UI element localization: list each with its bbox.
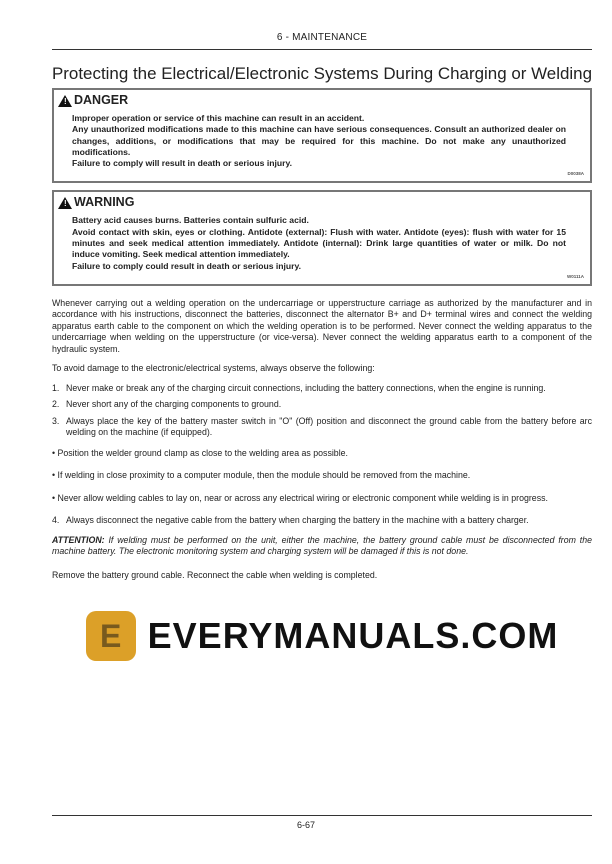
- watermark-row: [52, 611, 592, 661]
- list-item: [52, 399, 592, 411]
- list-item: [52, 515, 592, 527]
- warning-code: W0111A: [566, 273, 584, 279]
- final-paragraph: Remove the battery ground cable. Reconnect the cable when welding is completed.: [52, 569, 378, 580]
- attention-text: If welding must be performed on the unit, either the machine, the battery ground cable must be disconnected from the machine battery. The electronic monitoring system and charging system will be damaged if this is not done.: [52, 534, 592, 557]
- page-content: [52, 32, 592, 661]
- item-number: 4.: [52, 515, 60, 526]
- bullet-item: • If welding in close proximity to a computer module, then the module should be removed from the machine.: [52, 470, 471, 481]
- item-text: Never make or break any of the charging circuit connections, including the battery connections, when the engine is running.: [66, 382, 546, 393]
- item-text: Never short any of the charging components to ground.: [66, 399, 282, 410]
- warning-line: Avoid contact with skin, eyes or clothing. Antidote (external): Flush with water. Antidote (eyes): flush with water for 15 minutes and seek medical attention immediately. Antidote (internal): Drink large quantities of water or milk. Do not induce vomiting. Seek medical attention immediately.: [72, 226, 566, 260]
- item-text: Always place the key of the battery master switch in "O" (Off) position and disconnect the ground cable from the battery before arc welding on the machine (if equipped).: [66, 415, 592, 438]
- page-number: 6-67: [296, 820, 315, 830]
- watermark-logo: E: [86, 611, 136, 661]
- warning-triangle-icon: !: [58, 95, 72, 107]
- item-number: 1.: [52, 382, 60, 393]
- item-text: Always disconnect the negative cable from the battery when charging the battery in the machine with a battery charger.: [66, 515, 529, 526]
- intro-paragraph: Whenever carrying out a welding operation on the undercarriage or upperstructure carriage as authorized by the manufacturer and in accordance with his instructions, disconnect the batteries, disconnect the alternator B+ and D+ terminal wires and connect the welding apparatus earth cable to the component on which the welding operation is to be performed. Never connect the welding apparatus to the undercarriage when welding on the upperstructure (or vice-versa). Never connect the welding apparatus earth to a component of the hydraulic system.: [52, 297, 592, 354]
- warning-line: Failure to comply could result in death or serious injury.: [72, 260, 302, 271]
- danger-line: Any unauthorized modifications made to this machine can have serious consequences. Consult an authorized dealer on changes, additions, or modifications that may be required for this machine. Do not make any unauthorized modifications.: [72, 124, 566, 157]
- list-item: [52, 416, 592, 439]
- warning-box: [52, 190, 592, 285]
- body-text: [52, 298, 592, 582]
- warning-label: WARNING: [74, 195, 135, 210]
- danger-line: Failure to comply will result in death or serious injury.: [72, 158, 292, 169]
- danger-box: [52, 88, 592, 183]
- bullet-item: • Position the welder ground clamp as close to the welding area as possible.: [52, 447, 348, 458]
- warning-triangle-icon: !: [58, 197, 72, 209]
- lead-paragraph: To avoid damage to the electronic/electrical systems, always observe the following:: [52, 363, 375, 374]
- bullet-item: • Never allow welding cables to lay on, near or across any electrical wiring or electronic component while welding is in progress.: [52, 492, 548, 503]
- item-number: 2.: [52, 399, 60, 410]
- page-title: Protecting the Electrical/Electronic Systems During Charging or Welding: [52, 64, 592, 83]
- item-number: 3.: [52, 415, 60, 426]
- danger-line: Improper operation or service of this machine can result in an accident.: [72, 113, 365, 123]
- warning-line: Battery acid causes burns. Batteries contain sulfuric acid.: [72, 215, 309, 226]
- attention-note: [52, 535, 592, 558]
- list-item: [52, 383, 592, 395]
- danger-label: DANGER: [74, 93, 129, 107]
- footer-divider: [52, 815, 592, 816]
- danger-code: D0038A: [567, 171, 584, 177]
- watermark: EVERYMANUALS.COM: [147, 615, 559, 657]
- section-header: 6 - MAINTENANCE: [276, 32, 368, 43]
- attention-label: ATTENTION:: [52, 534, 105, 545]
